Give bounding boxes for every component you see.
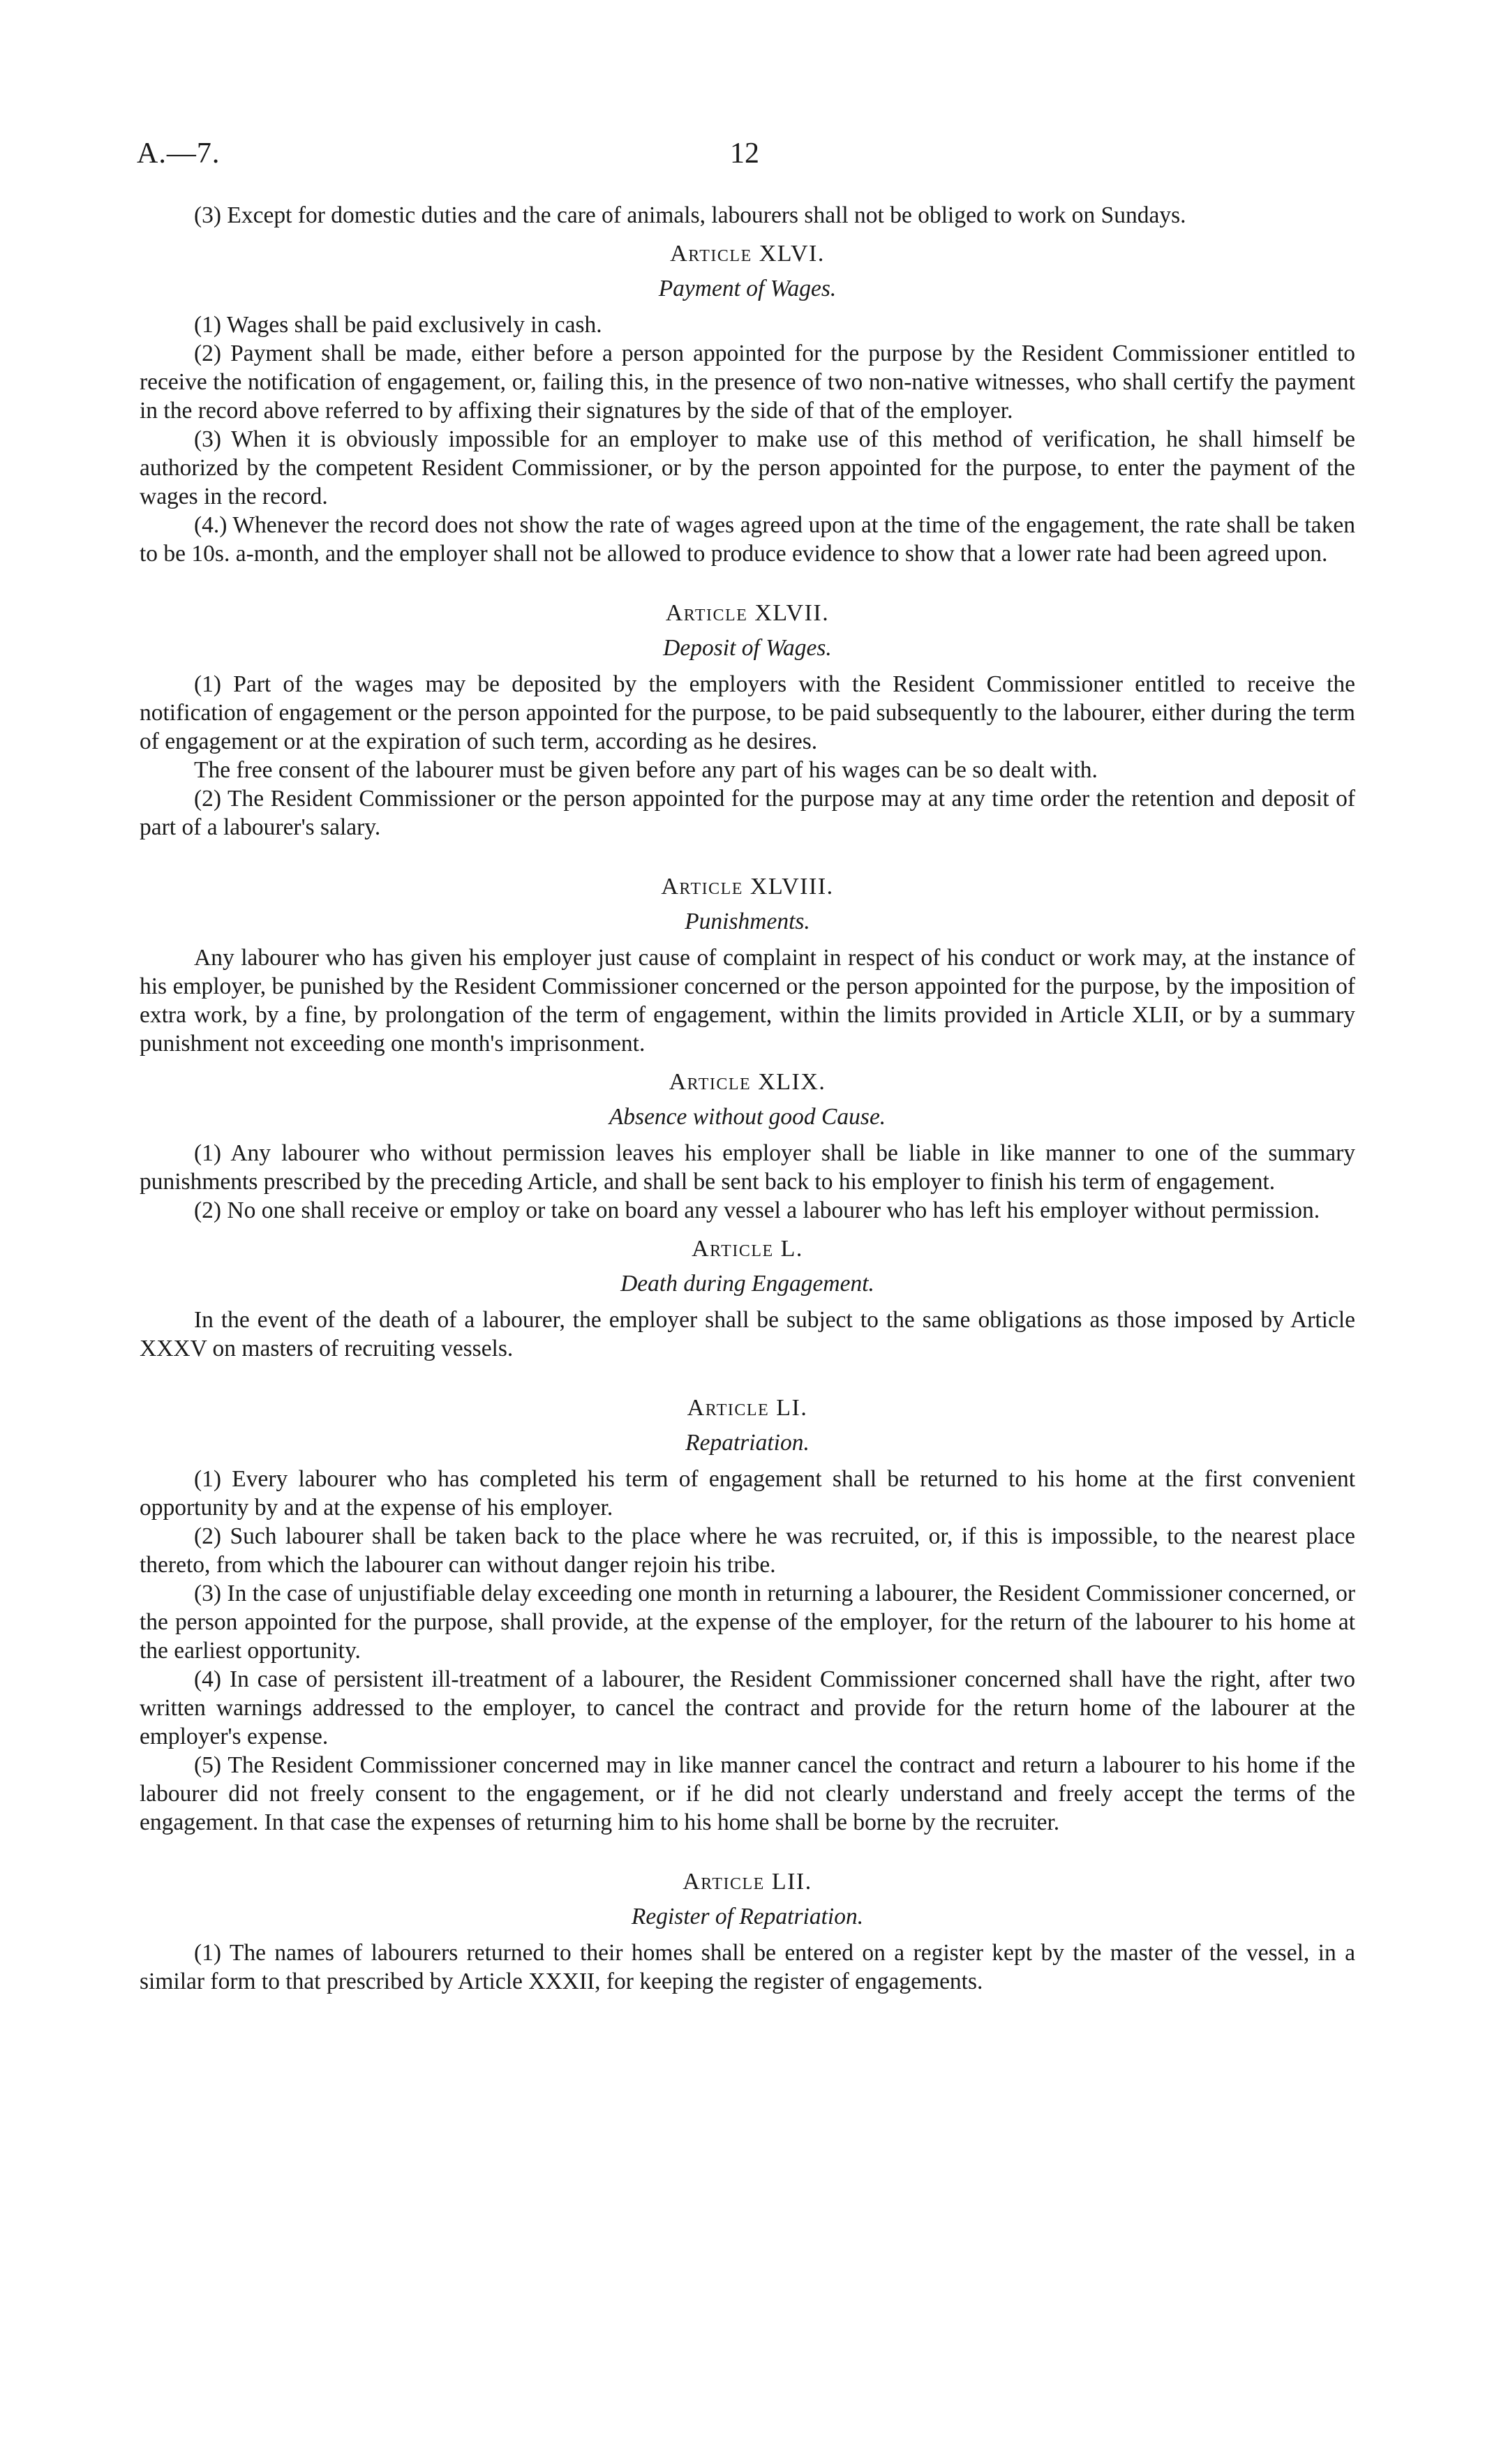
- document-reference: A.—7.: [137, 137, 221, 170]
- paragraph: (2) Such labourer shall be taken back to the place where he was recruited, or, if this is impossible, to the nearest place thereto, from which the labourer can without danger rejoin his tribe.: [140, 1523, 1355, 1578]
- article-50: [140, 1234, 1355, 1363]
- paragraph: (1) The names of labourers returned to their homes shall be entered on a register kept by the master of the vessel, in a similar form to that prescribed by Article XXXII, for keeping the register of engagements.: [140, 1940, 1355, 1994]
- article-52: [140, 1867, 1355, 1996]
- article-heading: Article XLVIII.: [661, 874, 834, 899]
- article-49: [140, 1068, 1355, 1225]
- paragraph: (2) No one shall receive or employ or take on board any vessel a labourer who has left his employer without permission.: [194, 1197, 1320, 1223]
- page-body: [140, 201, 1355, 1996]
- article-heading: Article XLVII.: [665, 600, 830, 626]
- article-47: [140, 599, 1355, 842]
- page-number: 12: [730, 137, 759, 170]
- page-header: [137, 137, 1354, 179]
- article-heading: Article L.: [692, 1236, 803, 1262]
- article-subheading: Repatriation.: [685, 1430, 810, 1456]
- paragraph: In the event of the death of a labourer, the employer shall be subject to the same obligations as those imposed by Article XXXV on masters of recruiting vessels.: [140, 1307, 1355, 1361]
- paragraph: (1) Wages shall be paid exclusively in cash.: [194, 312, 602, 338]
- article-subheading: Death during Engagement.: [620, 1271, 874, 1297]
- article-subheading: Absence without good Cause.: [609, 1104, 886, 1130]
- article-subheading: Deposit of Wages.: [663, 635, 832, 661]
- article-51: [140, 1394, 1355, 1837]
- intro-paragraph: (3) Except for domestic duties and the care of animals, labourers shall not be obliged to work on Sundays.: [194, 202, 1186, 228]
- article-subheading: Register of Repatriation.: [631, 1904, 864, 1929]
- article-48: [140, 872, 1355, 1058]
- paragraph: (5) The Resident Commissioner concerned may in like manner cancel the contract and return a labourer to his home if the labourer did not freely consent to the engagement, or if he did not clearly understand and freely accept the terms of the engagement. In that case the expenses of returning him to his home shall be borne by the recruiter.: [140, 1752, 1355, 1835]
- article-46: [140, 239, 1355, 568]
- paragraph: (1) Every labourer who has completed his term of engagement shall be returned to his home at the first convenient opportunity by and at the expense of his employer.: [140, 1466, 1355, 1521]
- article-heading: Article LI.: [687, 1395, 808, 1421]
- article-heading: Article XLIX.: [669, 1069, 826, 1095]
- article-heading: Article LII.: [682, 1869, 812, 1895]
- paragraph: (2) The Resident Commissioner or the person appointed for the purpose may at any time order the retention and deposit of part of a labourer's salary.: [140, 786, 1355, 840]
- paragraph: (3) In the case of unjustifiable delay exceeding one month in returning a labourer, the Resident Commissioner concerned, or the person appointed for the purpose, shall provide, at the expense of the employer, for the return of the labourer to his home at the earliest opportunity.: [140, 1581, 1355, 1664]
- paragraph: (4.) Whenever the record does not show the rate of wages agreed upon at the time of the engagement, the rate shall be taken to be 10s. a-month, and the employer shall not be allowed to produce evidence to show that a lower rate had been agreed upon.: [140, 512, 1355, 567]
- paragraph: (1) Part of the wages may be deposited by the employers with the Resident Commissioner entitled to receive the notification of engagement or the person appointed for the purpose, to be paid subsequently to the labourer, either during the term of engagement or at the expiration of such term, according as he desires.: [140, 671, 1355, 754]
- article-subheading: Payment of Wages.: [658, 276, 837, 301]
- article-heading: Article XLVI.: [670, 241, 825, 267]
- paragraph: Any labourer who has given his employer just cause of complaint in respect of his conduct or work may, at the instance of his employer, be punished by the Resident Commissioner concerned or the person appointed for the purpose, by the imposition of extra work, by a fine, by prolongation of the term of engagement, within the limits provided in Article XLII, or by a summary punishment not exceeding one month's imprisonment.: [140, 945, 1355, 1056]
- paragraph: (4) In case of persistent ill-treatment of a labourer, the Resident Commissioner concerned shall have the right, after two written warnings addressed to the employer, to cancel the contract and provide for the return home of the labourer at the employer's expense.: [140, 1666, 1355, 1749]
- paragraph: (2) Payment shall be made, either before a person appointed for the purpose by the Resident Commissioner entitled to receive the notification of engagement, or, failing this, in the presence of two non-native witnesses, who shall certify the payment in the record above referred to by affixing their signatures by the side of that of the employer.: [140, 341, 1355, 424]
- article-subheading: Punishments.: [685, 909, 810, 934]
- paragraph: (3) When it is obviously impossible for an employer to make use of this method of verification, he shall himself be authorized by the competent Resident Commissioner, or by the person appointed for the purpose, to enter the payment of the wages in the record.: [140, 426, 1355, 509]
- paragraph: The free consent of the labourer must be given before any part of his wages can be so dealt with.: [194, 757, 1098, 783]
- paragraph: (1) Any labourer who without permission leaves his employer shall be liable in like manner to one of the summary punishments prescribed by the preceding Article, and shall be sent back to his employer to finish his term of engagement.: [140, 1140, 1355, 1195]
